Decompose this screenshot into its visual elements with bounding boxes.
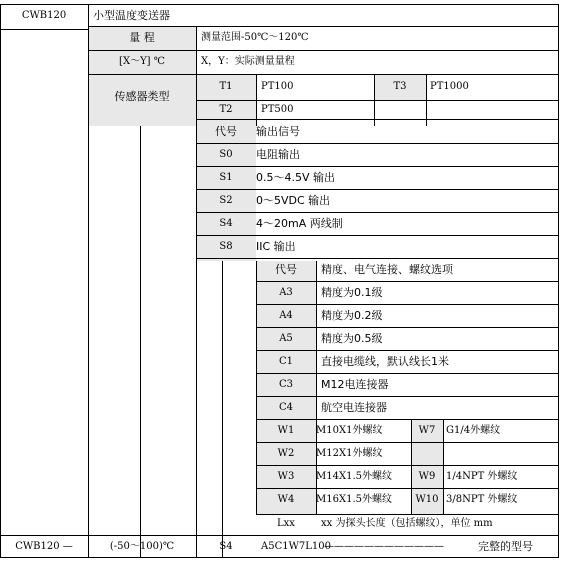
example-range: (-50～100)℃	[109, 541, 175, 552]
example-model: CWB120 —	[15, 541, 73, 552]
rule	[558, 4, 559, 558]
sensor-name: PT500	[261, 104, 294, 115]
example-signal: S4	[219, 541, 233, 552]
thread-label: M16X1.5外螺纹	[316, 494, 392, 505]
signal-label: 电阻输出	[256, 148, 300, 161]
rule	[0, 4, 1, 558]
rule	[88, 74, 559, 75]
option-label: M12电连接器	[321, 378, 389, 391]
sensor-name: PT100	[261, 81, 294, 92]
signal-code: S2	[219, 195, 233, 206]
thread-label: M12X1外螺纹	[316, 448, 383, 459]
sensor-code: T1	[219, 81, 233, 92]
sensor-type-label: 传感器类型	[114, 90, 170, 103]
product-title: 小型温度变送器	[93, 9, 170, 22]
thread-code: W4	[277, 494, 295, 505]
sensor-name: PT1000	[430, 81, 469, 92]
signal-label: IIC 输出	[256, 240, 296, 253]
thread-code: W3	[277, 471, 295, 482]
option-code: C4	[278, 402, 293, 413]
range-value: 测量范围-50℃～120℃	[201, 32, 309, 43]
option-label: 航空电连接器	[321, 401, 387, 414]
option-code: A5	[279, 333, 293, 344]
signal-code: S0	[219, 149, 233, 160]
option-header: 精度、电气连接、螺纹选项	[321, 263, 453, 276]
signal-label: 4～20mA 两线制	[256, 217, 343, 230]
rule	[0, 29, 88, 30]
length-code: Lxx	[277, 518, 295, 529]
thread-code: W2	[277, 448, 295, 459]
range-label: 量 程	[129, 31, 155, 44]
thread-label: M14X1.5外螺纹	[316, 471, 392, 482]
sensor-code: T2	[219, 104, 233, 115]
option-code: C3	[278, 379, 293, 390]
sensor-code: T3	[393, 81, 407, 92]
signal-code: S8	[219, 241, 233, 252]
model-code: CWB120	[21, 10, 67, 21]
signal-code: S4	[219, 218, 233, 229]
option-label: 精度为0.5级	[321, 332, 383, 345]
option-code: A4	[279, 310, 293, 321]
thread-code: W9	[418, 471, 436, 482]
option-code: A3	[279, 287, 293, 298]
option-code: C1	[278, 356, 293, 367]
signal-code-header: 代号	[215, 125, 237, 138]
xy-description: X，Y：实际测量量程	[201, 56, 295, 67]
signal-label: 0.5～4.5V 输出	[256, 171, 336, 184]
thread-label: 1/4NPT 外螺纹	[446, 471, 518, 482]
option-label: 直接电缆线，默认线长1米	[321, 355, 449, 368]
thread-code: W10	[415, 494, 439, 505]
rule	[222, 261, 223, 558]
option-label: 精度为0.2级	[321, 309, 383, 322]
example-dash: ————————————	[324, 541, 444, 552]
signal-code: S1	[219, 172, 233, 183]
signal-label: 0～5VDC 输出	[256, 194, 331, 207]
option-label: 精度为0.1级	[321, 286, 383, 299]
signal-header: 输出信号	[256, 125, 300, 138]
example-result: 完整的型号	[478, 540, 533, 553]
length-label: xx 为探头长度（包括螺纹），单位 mm	[321, 518, 493, 529]
thread-label: G1/4外螺纹	[446, 425, 501, 436]
xy-label: [X～Y] ℃	[119, 56, 165, 67]
rule	[256, 74, 257, 126]
example-options: A5C1W7L100	[261, 541, 331, 552]
rule	[443, 419, 444, 514]
rule	[140, 126, 141, 558]
thread-label: M10X1外螺纹	[316, 425, 383, 436]
rule	[426, 74, 427, 126]
thread-label: 3/8NPT 外螺纹	[446, 494, 518, 505]
thread-code: W1	[277, 425, 295, 436]
option-code-header: 代号	[275, 263, 297, 276]
thread-code: W7	[418, 425, 436, 436]
